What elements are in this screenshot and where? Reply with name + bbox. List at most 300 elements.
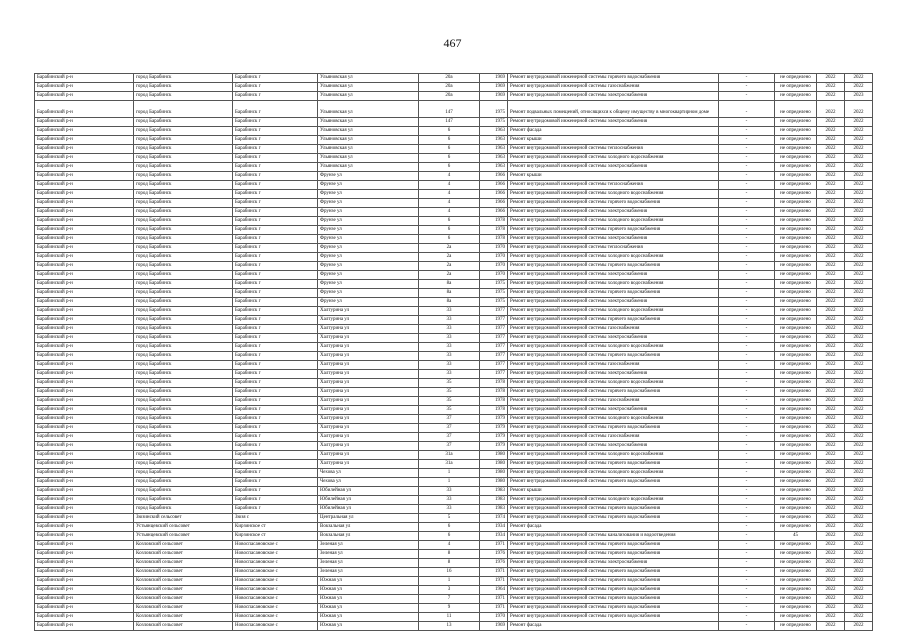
settlement-cell: Новоспасановское с <box>233 577 318 586</box>
table-row <box>35 586 873 595</box>
street-cell: Юбилейная ул <box>318 505 419 514</box>
start-year-cell: 2022 <box>817 190 845 199</box>
street-cell: Фрунзе ул <box>318 244 419 253</box>
start-year-cell: 2022 <box>817 217 845 226</box>
work-type-cell: Ремонт внутридомовой инженерной системы горячего водоснабжения <box>508 460 719 469</box>
cost-cell: не определено <box>775 370 817 379</box>
end-year-cell: 2022 <box>845 550 873 559</box>
house-cell: 6 <box>419 136 480 145</box>
dash-cell: - <box>719 289 775 298</box>
table-row <box>35 496 873 505</box>
street-cell: Ульяновская ул <box>318 136 419 145</box>
house-cell: 35 <box>419 379 480 388</box>
start-year-cell: 2022 <box>817 352 845 361</box>
year-cell: 1978 <box>480 406 508 415</box>
settlement-cell: Барабинск г <box>233 190 318 199</box>
year-cell: 1977 <box>480 343 508 352</box>
work-type-cell: Ремонт внутридомовой инженерной системы электроснабжения <box>508 271 719 280</box>
house-cell: 13 <box>419 622 480 631</box>
dash-cell: - <box>719 298 775 307</box>
district-cell: Барабинский р-н <box>35 604 134 613</box>
cost-cell: не определено <box>775 118 817 127</box>
street-cell: Халтурина ул <box>318 424 419 433</box>
settlement-cell: Барабинск г <box>233 74 318 83</box>
year-cell: 1977 <box>480 325 508 334</box>
cost-cell: не определено <box>775 352 817 361</box>
work-type-cell: Ремонт фасада <box>508 127 719 136</box>
house-cell: 2а <box>419 244 480 253</box>
start-year-cell: 2022 <box>817 172 845 181</box>
street-cell: Халтурина ул <box>318 370 419 379</box>
table-row <box>35 334 873 343</box>
municipality-cell: Козловский сельсовет <box>134 559 233 568</box>
municipality-cell: город Барабинск <box>134 334 233 343</box>
dash-cell: - <box>719 190 775 199</box>
end-year-cell: 2022 <box>845 271 873 280</box>
municipality-cell: город Барабинск <box>134 235 233 244</box>
house-cell: 20а <box>419 74 480 83</box>
table-row <box>35 199 873 208</box>
table-row <box>35 289 873 298</box>
district-cell: Барабинский р-н <box>35 83 134 92</box>
end-year-cell: 2022 <box>845 361 873 370</box>
street-cell: Халтурина ул <box>318 334 419 343</box>
municipality-cell: Козловский сельсовет <box>134 550 233 559</box>
cost-cell: не определено <box>775 316 817 325</box>
end-year-cell: 2022 <box>845 460 873 469</box>
table-row <box>35 307 873 316</box>
work-type-cell: Ремонт внутридомовой инженерной системы газоснабжения <box>508 325 719 334</box>
table-row <box>35 253 873 262</box>
year-cell: 1975 <box>480 118 508 127</box>
work-type-cell: Ремонт внутридомовой инженерной системы теплоснабжения <box>508 244 719 253</box>
table-row <box>35 172 873 181</box>
cost-cell: не определено <box>775 442 817 451</box>
end-year-cell: 2022 <box>845 613 873 622</box>
street-cell: Халтурина ул <box>318 451 419 460</box>
year-cell: 1978 <box>480 379 508 388</box>
dash-cell: - <box>719 460 775 469</box>
year-cell: 1969 <box>480 92 508 101</box>
end-year-cell: 2022 <box>845 190 873 199</box>
house-cell: 20а <box>419 83 480 92</box>
dash-cell: - <box>719 478 775 487</box>
year-cell: 1975 <box>480 298 508 307</box>
house-cell: 1 <box>419 478 480 487</box>
start-year-cell: 2022 <box>817 163 845 172</box>
start-year-cell: 2022 <box>817 559 845 568</box>
settlement-cell: Барабинск г <box>233 352 318 361</box>
start-year-cell: 2022 <box>817 253 845 262</box>
year-cell: 1976 <box>480 559 508 568</box>
district-cell: Барабинский р-н <box>35 532 134 541</box>
district-cell: Барабинский р-н <box>35 550 134 559</box>
house-cell: 6 <box>419 532 480 541</box>
start-year-cell: 2022 <box>817 208 845 217</box>
table-row <box>35 262 873 271</box>
house-cell: 6 <box>419 226 480 235</box>
street-cell: Чехова ул <box>318 478 419 487</box>
house-cell: 1 <box>419 577 480 586</box>
year-cell: 1966 <box>480 181 508 190</box>
settlement-cell: Барабинск г <box>233 208 318 217</box>
year-cell: 1966 <box>480 172 508 181</box>
house-cell: 6 <box>419 145 480 154</box>
table-row <box>35 343 873 352</box>
house-cell: 6 <box>419 523 480 532</box>
street-cell: Фрунзе ул <box>318 262 419 271</box>
table-row <box>35 424 873 433</box>
work-type-cell: Ремонт фасада <box>508 523 719 532</box>
street-cell: Халтурина ул <box>318 415 419 424</box>
dash-cell: - <box>719 127 775 136</box>
district-cell: Барабинский р-н <box>35 262 134 271</box>
end-year-cell: 2022 <box>845 154 873 163</box>
dash-cell: - <box>719 541 775 550</box>
work-type-cell: Ремонт внутридомовой инженерной системы электроснабжения <box>508 334 719 343</box>
end-year-cell: 2022 <box>845 199 873 208</box>
start-year-cell: 2022 <box>817 289 845 298</box>
work-type-cell: Ремонт внутридомовой инженерной системы холодного водоснабжения <box>508 217 719 226</box>
year-cell: 1979 <box>480 424 508 433</box>
settlement-cell: Новоспасановское с <box>233 613 318 622</box>
table-row <box>35 271 873 280</box>
dash-cell: - <box>719 559 775 568</box>
start-year-cell: 2022 <box>817 568 845 577</box>
municipality-cell: город Барабинск <box>134 226 233 235</box>
start-year-cell: 2022 <box>817 325 845 334</box>
work-type-cell: Ремонт внутридомовой инженерной системы холодного водоснабжения <box>508 280 719 289</box>
table-row <box>35 523 873 532</box>
district-cell: Барабинский р-н <box>35 181 134 190</box>
start-year-cell: 2022 <box>817 298 845 307</box>
cost-cell: не определено <box>775 397 817 406</box>
district-cell: Барабинский р-н <box>35 316 134 325</box>
start-year-cell: 2022 <box>817 343 845 352</box>
cost-cell: не определено <box>775 559 817 568</box>
end-year-cell: 2022 <box>845 307 873 316</box>
settlement-cell: Барабинск г <box>233 262 318 271</box>
dash-cell: - <box>719 154 775 163</box>
work-type-cell: Ремонт внутридомовой инженерной системы теплоснабжения <box>508 145 719 154</box>
street-cell: Южная ул <box>318 622 419 631</box>
dash-cell: - <box>719 163 775 172</box>
municipality-cell: город Барабинск <box>134 262 233 271</box>
house-cell: 37 <box>419 415 480 424</box>
table-row <box>35 568 873 577</box>
settlement-cell: Барабинск г <box>233 325 318 334</box>
municipality-cell: город Барабинск <box>134 379 233 388</box>
work-type-cell: Ремонт внутридомовой инженерной системы холодного водоснабжения <box>508 253 719 262</box>
start-year-cell: 2022 <box>817 415 845 424</box>
year-cell: 1983 <box>480 487 508 496</box>
settlement-cell: Барабинск г <box>233 199 318 208</box>
work-type-cell: Ремонт внутридомовой инженерной системы горячего водоснабжения <box>508 568 719 577</box>
municipality-cell: город Барабинск <box>134 460 233 469</box>
dash-cell: - <box>719 145 775 154</box>
table-row <box>35 505 873 514</box>
house-cell: 4 <box>419 181 480 190</box>
dash-cell: - <box>719 514 775 523</box>
end-year-cell: 2022 <box>845 388 873 397</box>
work-type-cell: Ремонт внутридомовой инженерной системы холодного водоснабжения <box>508 307 719 316</box>
district-cell: Барабинский р-н <box>35 496 134 505</box>
municipality-cell: Устьянцевский сельсовет <box>134 532 233 541</box>
district-cell: Барабинский р-н <box>35 298 134 307</box>
start-year-cell: 2022 <box>817 92 845 101</box>
house-cell: 37 <box>419 442 480 451</box>
dash-cell: - <box>719 334 775 343</box>
municipality-cell: Козловский сельсовет <box>134 568 233 577</box>
street-cell: Халтурина ул <box>318 361 419 370</box>
house-cell: 147 <box>419 118 480 127</box>
district-cell: Барабинский р-н <box>35 244 134 253</box>
municipality-cell: город Барабинск <box>134 190 233 199</box>
municipality-cell: город Барабинск <box>134 415 233 424</box>
start-year-cell: 2022 <box>817 505 845 514</box>
settlement-cell: Барабинск г <box>233 316 318 325</box>
table-row <box>35 370 873 379</box>
start-year-cell: 2022 <box>817 595 845 604</box>
work-type-cell: Ремонт внутридомовой инженерной системы горячего водоснабжения <box>508 541 719 550</box>
municipality-cell: город Барабинск <box>134 208 233 217</box>
municipality-cell: Козловский сельсовет <box>134 622 233 631</box>
settlement-cell: Барабинск г <box>233 307 318 316</box>
municipality-cell: город Барабинск <box>134 478 233 487</box>
end-year-cell: 2022 <box>845 280 873 289</box>
house-cell: 33 <box>419 343 480 352</box>
street-cell: Ульяновская ул <box>318 145 419 154</box>
street-cell: Халтурина ул <box>318 316 419 325</box>
work-type-cell: Ремонт внутридомовой инженерной системы горячего водоснабжения <box>508 577 719 586</box>
table-row <box>35 604 873 613</box>
district-cell: Барабинский р-н <box>35 541 134 550</box>
house-cell: 20а <box>419 92 480 101</box>
house-cell: 37 <box>419 424 480 433</box>
start-year-cell: 2022 <box>817 361 845 370</box>
settlement-cell: Новоспасановское с <box>233 595 318 604</box>
year-cell: 1977 <box>480 352 508 361</box>
district-cell: Барабинский р-н <box>35 235 134 244</box>
table-row <box>35 217 873 226</box>
cost-cell: не определено <box>775 145 817 154</box>
street-cell: Халтурина ул <box>318 352 419 361</box>
start-year-cell: 2022 <box>817 145 845 154</box>
district-cell: Барабинский р-н <box>35 613 134 622</box>
settlement-cell: Барабинск г <box>233 379 318 388</box>
start-year-cell: 2022 <box>817 397 845 406</box>
end-year-cell: 2022 <box>845 406 873 415</box>
house-cell: 33 <box>419 370 480 379</box>
cost-cell: не определено <box>775 226 817 235</box>
district-cell: Барабинский р-н <box>35 415 134 424</box>
municipality-cell: город Барабинск <box>134 118 233 127</box>
municipality-cell: город Барабинск <box>134 361 233 370</box>
dash-cell: - <box>719 262 775 271</box>
dash-cell: - <box>719 496 775 505</box>
dash-cell: - <box>719 469 775 478</box>
cost-cell: не определено <box>775 361 817 370</box>
municipality-cell: город Барабинск <box>134 325 233 334</box>
municipality-cell: город Барабинск <box>134 451 233 460</box>
work-type-cell: Ремонт внутридомовой инженерной системы горячего водоснабжения <box>508 604 719 613</box>
district-cell: Барабинский р-н <box>35 226 134 235</box>
start-year-cell: 2022 <box>817 83 845 92</box>
end-year-cell: 2022 <box>845 451 873 460</box>
district-cell: Барабинский р-н <box>35 370 134 379</box>
work-type-cell: Ремонт внутридомовой инженерной системы горячего водоснабжения <box>508 478 719 487</box>
street-cell: Южная ул <box>318 604 419 613</box>
start-year-cell: 2022 <box>817 514 845 523</box>
year-cell: 1969 <box>480 74 508 83</box>
district-cell: Барабинский р-н <box>35 460 134 469</box>
cost-cell: не определено <box>775 271 817 280</box>
street-cell: Ульяновская ул <box>318 101 419 118</box>
cost-cell: не определено <box>775 415 817 424</box>
dash-cell: - <box>719 208 775 217</box>
year-cell: 1934 <box>480 532 508 541</box>
year-cell: 1971 <box>480 541 508 550</box>
street-cell: Ульяновская ул <box>318 163 419 172</box>
start-year-cell: 2022 <box>817 334 845 343</box>
start-year-cell: 2022 <box>817 118 845 127</box>
work-type-cell: Ремонт внутридомовой инженерной системы горячего водоснабжения <box>508 226 719 235</box>
cost-cell: не определено <box>775 190 817 199</box>
district-cell: Барабинский р-н <box>35 559 134 568</box>
year-cell: 1977 <box>480 307 508 316</box>
year-cell: 1979 <box>480 415 508 424</box>
cost-cell: не определено <box>775 235 817 244</box>
table-row <box>35 577 873 586</box>
table-row <box>35 478 873 487</box>
dash-cell: - <box>719 397 775 406</box>
street-cell: Халтурина ул <box>318 433 419 442</box>
municipality-cell: город Барабинск <box>134 172 233 181</box>
end-year-cell: 2022 <box>845 127 873 136</box>
cost-cell: не определено <box>775 253 817 262</box>
year-cell: 1978 <box>480 226 508 235</box>
table-row <box>35 316 873 325</box>
settlement-cell: Барабинск г <box>233 235 318 244</box>
year-cell: 1976 <box>480 550 508 559</box>
house-cell: 33 <box>419 307 480 316</box>
district-cell: Барабинский р-н <box>35 523 134 532</box>
settlement-cell: Барабинск г <box>233 397 318 406</box>
year-cell: 1971 <box>480 604 508 613</box>
work-type-cell: Ремонт внутридомовой инженерной системы горячего водоснабжения <box>508 424 719 433</box>
house-cell: 3 <box>419 586 480 595</box>
dash-cell: - <box>719 74 775 83</box>
settlement-cell: Барабинск г <box>233 118 318 127</box>
cost-cell: не определено <box>775 379 817 388</box>
district-cell: Барабинский р-н <box>35 442 134 451</box>
work-type-cell: Ремонт внутридомовой инженерной системы горячего водоснабжения <box>508 505 719 514</box>
table-row <box>35 379 873 388</box>
end-year-cell: 2022 <box>845 298 873 307</box>
settlement-cell: Барабинск г <box>233 469 318 478</box>
house-cell: 1 <box>419 469 480 478</box>
dash-cell: - <box>719 622 775 631</box>
work-type-cell: Ремонт внутридомовой инженерной системы холодного водоснабжения <box>508 415 719 424</box>
municipality-cell: город Барабинск <box>134 217 233 226</box>
district-cell: Барабинский р-н <box>35 136 134 145</box>
street-cell: Фрунзе ул <box>318 280 419 289</box>
end-year-cell: 2022 <box>845 74 873 83</box>
district-cell: Барабинский р-н <box>35 352 134 361</box>
street-cell: Халтурина ул <box>318 325 419 334</box>
house-cell: 33 <box>419 325 480 334</box>
work-type-cell: Ремонт внутридомовой инженерной системы газоснабжения <box>508 83 719 92</box>
start-year-cell: 2022 <box>817 469 845 478</box>
municipality-cell: город Барабинск <box>134 289 233 298</box>
end-year-cell: 2022 <box>845 379 873 388</box>
table-row <box>35 235 873 244</box>
year-cell: 1963 <box>480 145 508 154</box>
table-row <box>35 460 873 469</box>
work-type-cell: Ремонт внутридомовой инженерной системы холодного водоснабжения <box>508 469 719 478</box>
dash-cell: - <box>719 577 775 586</box>
year-cell: 1966 <box>480 208 508 217</box>
street-cell: Халтурина ул <box>318 343 419 352</box>
street-cell: Южная ул <box>318 577 419 586</box>
dash-cell: - <box>719 487 775 496</box>
table-row <box>35 163 873 172</box>
municipality-cell: город Барабинск <box>134 181 233 190</box>
year-cell: 1971 <box>480 577 508 586</box>
street-cell: Зеленая ул <box>318 559 419 568</box>
start-year-cell: 2022 <box>817 388 845 397</box>
start-year-cell: 2022 <box>817 487 845 496</box>
street-cell: Центральная ул <box>318 514 419 523</box>
dash-cell: - <box>719 244 775 253</box>
end-year-cell: 2022 <box>845 226 873 235</box>
year-cell: 1977 <box>480 334 508 343</box>
house-cell: 4 <box>419 208 480 217</box>
work-type-cell: Ремонт внутридомовой инженерной системы горячего водоснабжения <box>508 586 719 595</box>
municipality-cell: город Барабинск <box>134 253 233 262</box>
cost-cell: не определено <box>775 101 817 118</box>
table-row <box>35 325 873 334</box>
house-cell: 16 <box>419 568 480 577</box>
start-year-cell: 2022 <box>817 532 845 541</box>
municipality-cell: город Барабинск <box>134 388 233 397</box>
settlement-cell: Барабинск г <box>233 361 318 370</box>
street-cell: Ульяновская ул <box>318 154 419 163</box>
year-cell: 1970 <box>480 244 508 253</box>
house-cell: 4 <box>419 199 480 208</box>
start-year-cell: 2022 <box>817 586 845 595</box>
end-year-cell: 2022 <box>845 172 873 181</box>
dash-cell: - <box>719 379 775 388</box>
settlement-cell: Барабинск г <box>233 343 318 352</box>
house-cell: 33 <box>419 316 480 325</box>
dash-cell: - <box>719 505 775 514</box>
work-type-cell: Ремонт внутридомовой инженерной системы горячего водоснабжения <box>508 514 719 523</box>
street-cell: Чехова ул <box>318 469 419 478</box>
start-year-cell: 2022 <box>817 199 845 208</box>
cost-cell: не определено <box>775 613 817 622</box>
work-type-cell: Ремонт внутридомовой инженерной системы газоснабжения <box>508 361 719 370</box>
year-cell: 1970 <box>480 253 508 262</box>
district-cell: Барабинский р-н <box>35 361 134 370</box>
house-cell: 8 <box>419 550 480 559</box>
municipality-cell: Козловский сельсовет <box>134 613 233 622</box>
dash-cell: - <box>719 415 775 424</box>
table-row <box>35 541 873 550</box>
street-cell: Халтурина ул <box>318 406 419 415</box>
year-cell: 1963 <box>480 154 508 163</box>
work-type-cell: Ремонт внутридомовой инженерной системы холодного водоснабжения <box>508 190 719 199</box>
